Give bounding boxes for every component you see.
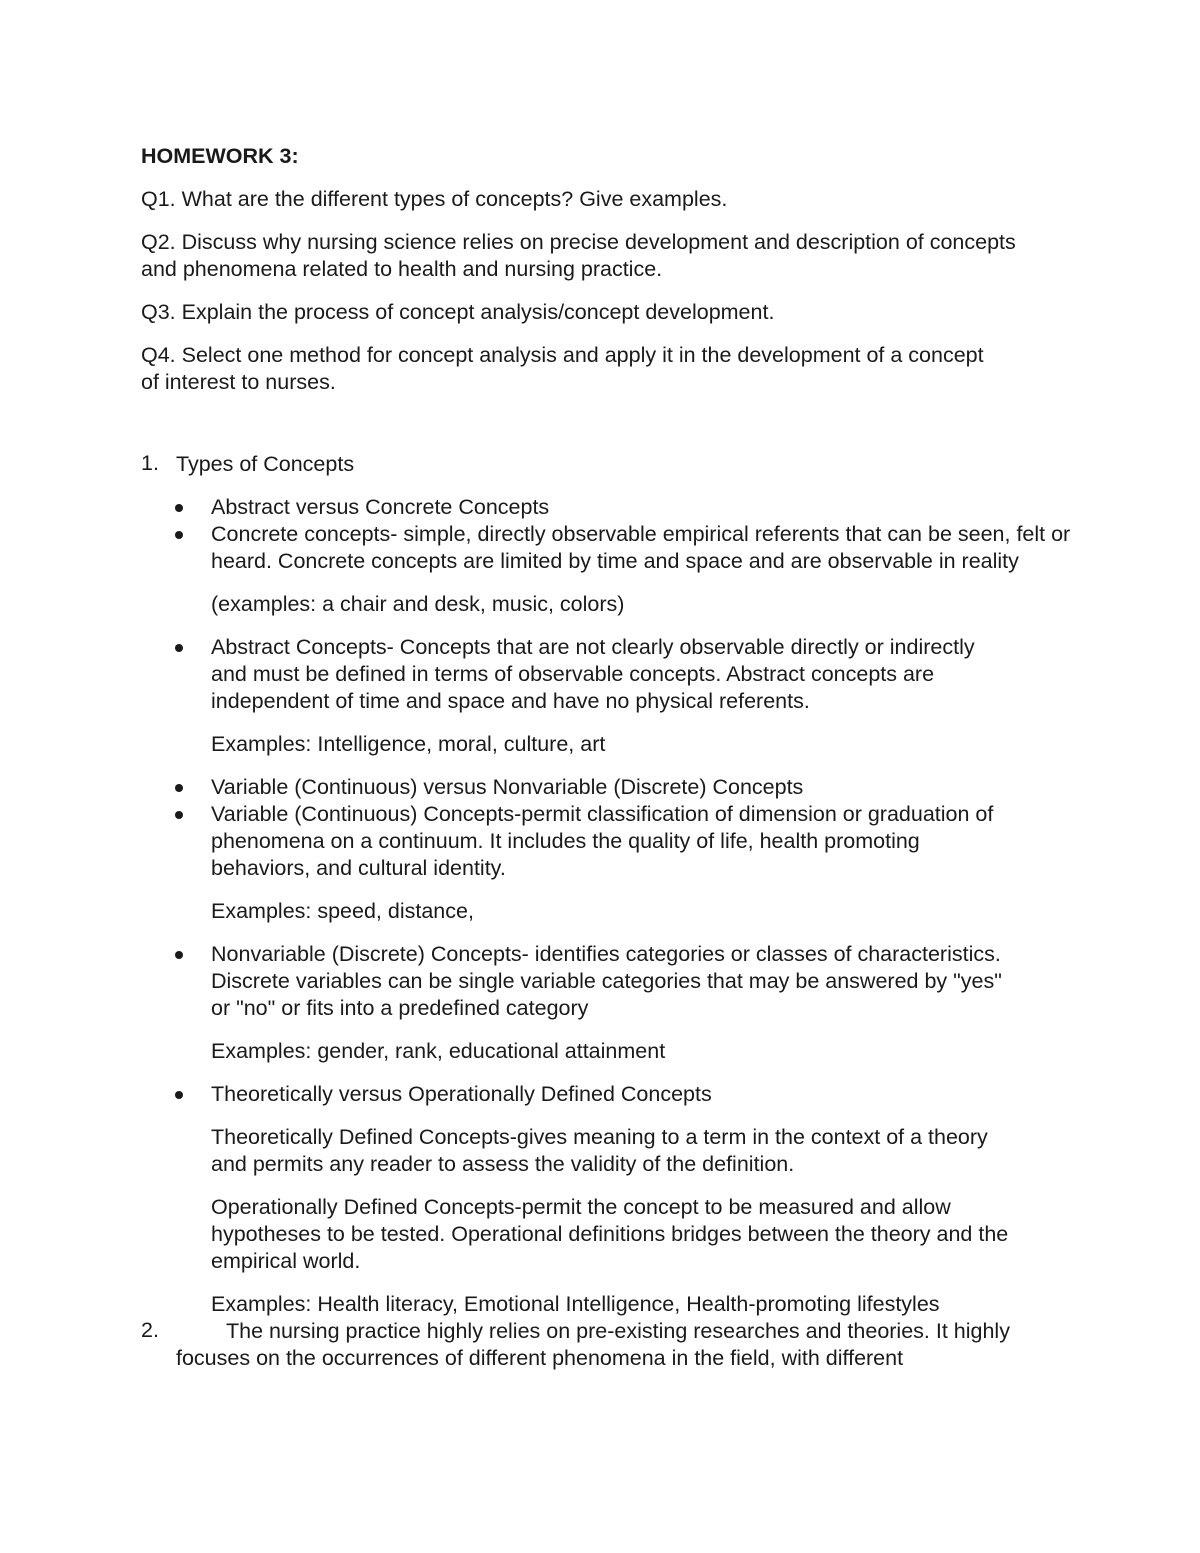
bullet-icon bbox=[175, 1091, 183, 1099]
example-text: Examples: speed, distance, bbox=[211, 899, 474, 923]
question-2: Q2. Discuss why nursing science relies on precise development and description of concepts and phenomena related to health and nursing practice. bbox=[141, 230, 1016, 281]
homework-title: HOMEWORK 3: bbox=[141, 144, 299, 168]
list-item bbox=[211, 521, 1071, 575]
question-1: Q1. What are the different types of concepts? Give examples. bbox=[141, 187, 728, 211]
bullet-text: Abstract Concepts- Concepts that are not clearly observable directly or indirectly and must be defined in terms of observable concepts. Abstract concepts are independent of time and space and have no physical referents. bbox=[211, 635, 975, 713]
example-text: Examples: Intelligence, moral, culture, art bbox=[211, 732, 606, 756]
section-1-number: 1. bbox=[141, 451, 159, 475]
section-2-text: The nursing practice highly relies on pre-existing researches and theories. It highly focuses on the occurrences of different phenomena in the field, with different bbox=[176, 1319, 1010, 1370]
list-item bbox=[211, 634, 1071, 715]
document-page bbox=[141, 143, 1071, 1372]
section-2 bbox=[141, 1318, 1071, 1372]
section-1-title: Types of Concepts bbox=[176, 452, 355, 476]
bullet-text: Variable (Continuous) versus Nonvariable (Discrete) Concepts bbox=[211, 775, 804, 799]
bullet-icon bbox=[175, 811, 183, 819]
list-item bbox=[211, 801, 1071, 882]
bullet-text: Nonvariable (Discrete) Concepts- identifies categories or classes of characteristics. Discrete variables can be single variable categories that may be answered by "yes" or "no" or fits into a predefined category bbox=[211, 942, 1002, 1020]
list-item bbox=[211, 494, 1071, 521]
example-text: Examples: gender, rank, educational attainment bbox=[211, 1039, 666, 1063]
bullet-icon bbox=[175, 531, 183, 539]
section-2-number: 2. bbox=[141, 1318, 159, 1342]
list-item bbox=[211, 1081, 1071, 1108]
bullet-icon bbox=[175, 951, 183, 959]
list-item bbox=[211, 941, 1071, 1022]
example-text: (examples: a chair and desk, music, colors) bbox=[211, 592, 625, 616]
list-item bbox=[211, 774, 1071, 801]
section-1-heading bbox=[141, 451, 1071, 478]
question-4: Q4. Select one method for concept analysis and apply it in the development of a concept of interest to nurses. bbox=[141, 343, 984, 394]
question-3: Q3. Explain the process of concept analysis/concept development. bbox=[141, 300, 775, 324]
bullet-icon bbox=[175, 504, 183, 512]
bullet-text: Concrete concepts- simple, directly observable empirical referents that can be seen, felt or heard. Concrete concepts are limited by time and space and are observable in reality bbox=[211, 522, 1071, 573]
section-1-list bbox=[106, 494, 1071, 1318]
bullet-text: Theoretically versus Operationally Defined Concepts bbox=[211, 1082, 712, 1106]
bullet-icon bbox=[175, 784, 183, 792]
bullet-icon bbox=[175, 644, 183, 652]
paragraph-text: Operationally Defined Concepts-permit the concept to be measured and allow hypotheses to be tested. Operational definitions bridges between the theory and the empirical world. bbox=[211, 1195, 1009, 1273]
bullet-text: Variable (Continuous) Concepts-permit classification of dimension or graduation of phenomena on a continuum. It includes the quality of life, health promoting behaviors, and cultural identity. bbox=[211, 802, 994, 880]
bullet-text: Abstract versus Concrete Concepts bbox=[211, 495, 550, 519]
paragraph-text: Theoretically Defined Concepts-gives meaning to a term in the context of a theory and permits any reader to assess the validity of the definition. bbox=[211, 1125, 988, 1176]
example-text: Examples: Health literacy, Emotional Intelligence, Health-promoting lifestyles bbox=[211, 1292, 940, 1316]
